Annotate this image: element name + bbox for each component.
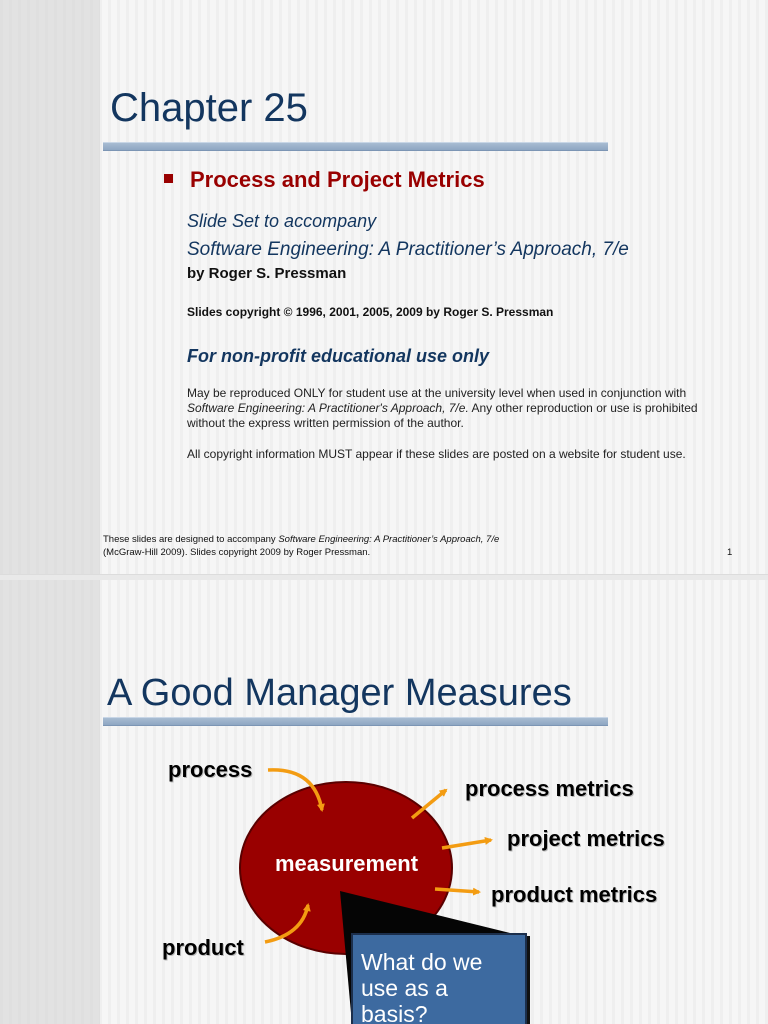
label-product-metrics: product metrics	[491, 882, 658, 907]
label-process: process	[168, 757, 253, 782]
footer-italic: Software Engineering: A Practitioner’s Approach, 7/e	[278, 534, 500, 545]
para1-text-b: Any other reproduction or use is prohibited without the express written permission of the author.	[187, 401, 698, 430]
title-rule	[103, 142, 608, 151]
footer-line-2: (McGraw-Hill 2009). Slides copyright 2009 by Roger Pressman.	[103, 547, 371, 558]
author-line: by Roger S. Pressman	[187, 265, 347, 282]
slide-title: Chapter 25	[110, 86, 308, 130]
copyright-line: Slides copyright © 1996, 2001, 2005, 2009 by Roger S. Pressman	[187, 305, 554, 319]
book-title: Software Engineering: A Practitioner’s Approach, 7/e	[187, 239, 629, 260]
label-process-metrics: process metrics	[465, 776, 634, 801]
project-metrics-arrow	[442, 840, 491, 848]
question-text: What do we use as a basis?	[361, 949, 483, 1024]
footer-line-1	[103, 534, 499, 545]
label-measurement: measurement	[275, 851, 419, 876]
subtitle-line-1: Slide Set to accompany	[187, 211, 377, 231]
bullet-text: Process and Project Metrics	[190, 167, 485, 192]
reproduction-paragraph	[187, 386, 707, 431]
label-product: product	[162, 935, 244, 960]
website-paragraph: All copyright information MUST appear if these slides are posted on a website for student use.	[187, 447, 686, 461]
footer-text: These slides are designed to accompany	[103, 534, 279, 545]
bullet-square-icon	[164, 174, 173, 183]
page-number: 1	[727, 547, 733, 558]
nonprofit-notice: For non-profit educational use only	[187, 346, 490, 366]
question-callout	[351, 933, 527, 1024]
para1-text-a: May be reproduced ONLY for student use at the university level when used in conjunction with	[187, 386, 687, 400]
para1-italic: Software Engineering: A Practitioner's Approach, 7/e.	[187, 401, 469, 415]
slide-title-2: A Good Manager Measures	[107, 672, 572, 714]
label-project-metrics: project metrics	[507, 826, 665, 851]
slide-2	[0, 580, 768, 1024]
